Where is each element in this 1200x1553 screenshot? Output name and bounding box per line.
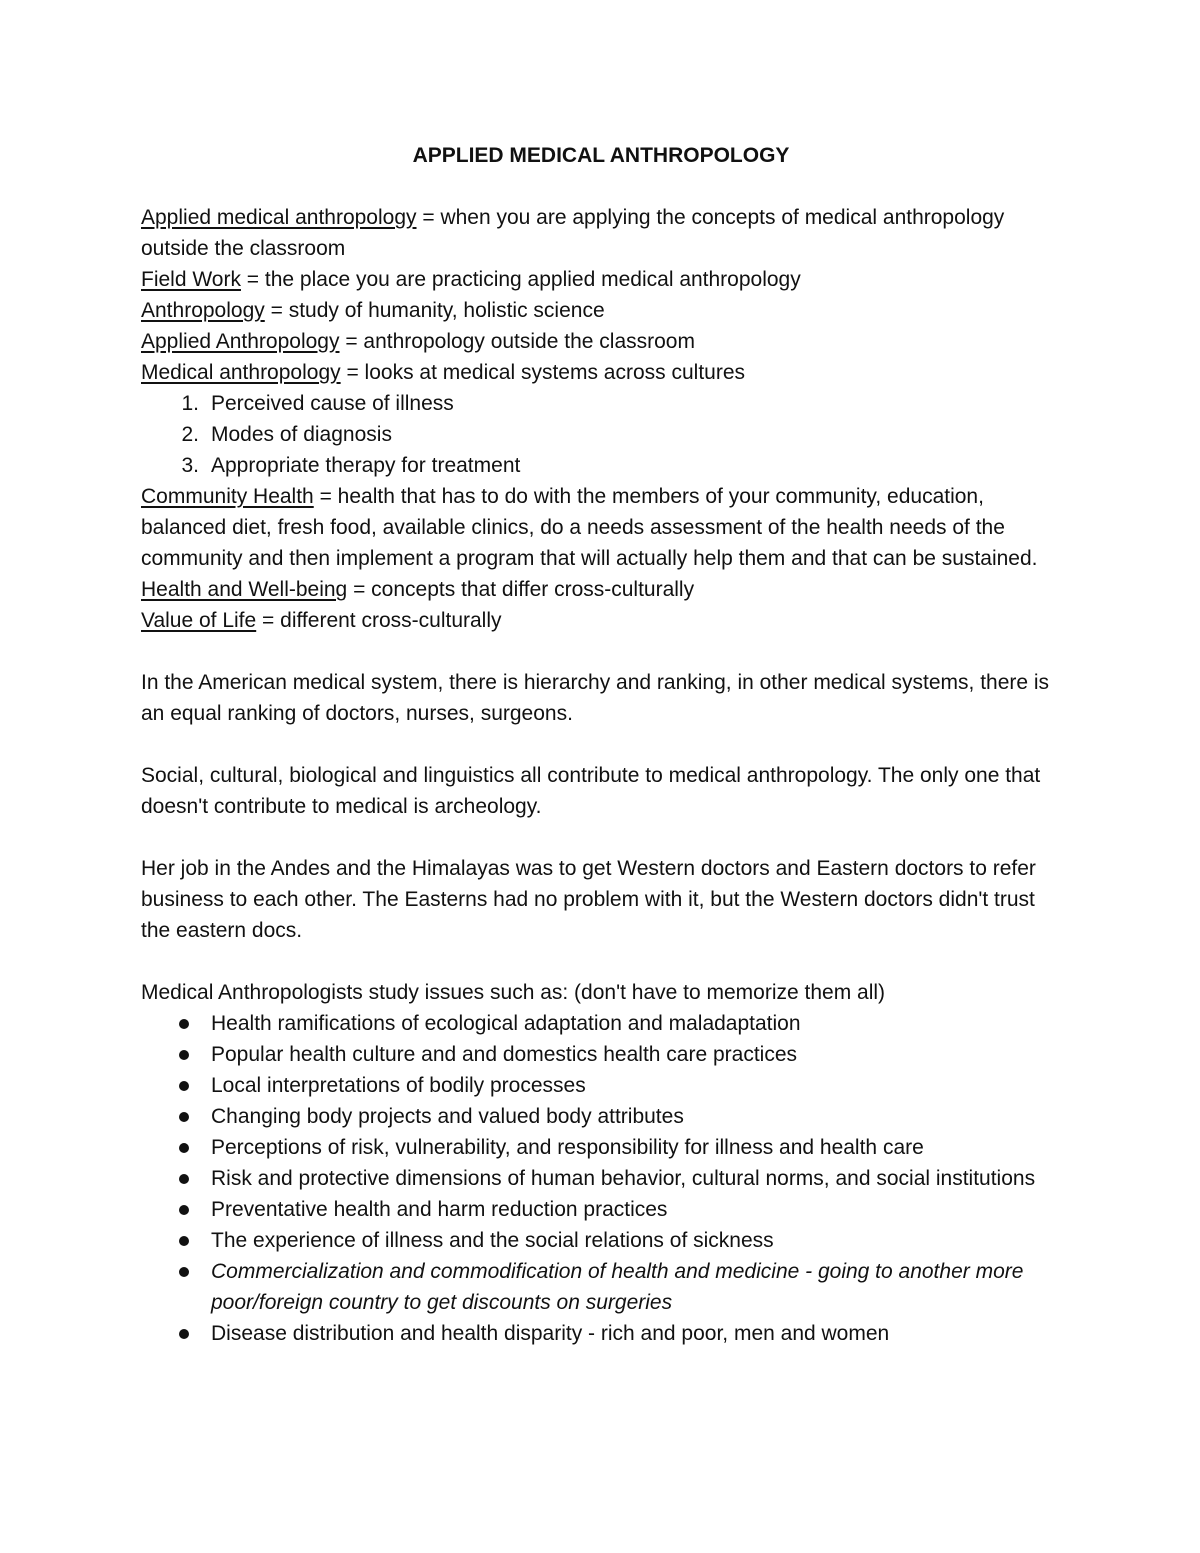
list-item-text: Perceived cause of illness <box>211 392 454 415</box>
list-item-text: Local interpretations of bodily processes <box>211 1074 586 1097</box>
list-item <box>141 1008 1061 1039</box>
paragraph-andes: Her job in the Andes and the Himalayas was to get Western doctors and Eastern doctors to refer business to each other. The Easterns had no problem with it, but the Western doctors didn't trust the eastern docs. <box>141 857 1036 942</box>
list-item-text: Modes of diagnosis <box>211 423 392 446</box>
list-item <box>141 1039 1061 1070</box>
document-title: APPLIED MEDICAL ANTHROPOLOGY <box>412 144 790 167</box>
definition-text: = looks at medical systems across cultures <box>340 361 746 384</box>
list-item <box>141 1070 1061 1101</box>
bullet-icon <box>179 1236 189 1246</box>
definition-value-of-life <box>141 605 1061 636</box>
list-item-text: Commercialization and commodification of health and medicine - going to another more poor/foreign country to get discounts on surgeries <box>211 1260 1024 1314</box>
definition-anthropology <box>141 295 1061 326</box>
paragraph-hierarchy: In the American medical system, there is hierarchy and ranking, in other medical systems, there is an equal ranking of doctors, nurses, surgeons. <box>141 671 1050 725</box>
list-item-text: Disease distribution and health disparity - rich and poor, men and women <box>211 1322 890 1345</box>
list-item-text: Health ramifications of ecological adaptation and maladaptation <box>211 1012 801 1035</box>
list-item-text: Preventative health and harm reduction practices <box>211 1198 668 1221</box>
paragraph-issues-intro: Medical Anthropologists study issues such as: (don't have to memorize them all) <box>141 981 886 1004</box>
medical-systems-list <box>141 388 1061 481</box>
definition-term: Value of Life <box>141 609 257 632</box>
list-item <box>141 388 1061 419</box>
definition-text: = different cross-culturally <box>256 609 502 632</box>
list-item <box>141 1194 1061 1225</box>
bullet-icon <box>179 1174 189 1184</box>
list-item <box>141 1225 1061 1256</box>
definition-term: Health and Well-being <box>141 578 348 601</box>
blank-line <box>141 636 1061 667</box>
issues-list <box>141 1008 1061 1349</box>
list-number: 1. <box>181 392 199 415</box>
definition-text: = health that has to do with the members of your community, education, balanced diet, fresh food, available clinics, do a needs assessment of the health needs of the community and then implement a program that will actually help them and that can be sustained. <box>141 485 1038 570</box>
list-item <box>141 1163 1061 1194</box>
definition-term: Medical anthropology <box>141 361 341 384</box>
definition-term: Community Health <box>141 485 314 508</box>
definition-medical-anthropology <box>141 357 1061 388</box>
definition-field-work <box>141 264 1061 295</box>
definition-term: Field Work <box>141 268 241 291</box>
definition-text: = the place you are practicing applied medical anthropology <box>240 268 801 291</box>
list-item <box>141 1101 1061 1132</box>
definition-term: Applied medical anthropology <box>141 206 417 229</box>
blank-line <box>141 729 1061 760</box>
list-item-text: Popular health culture and and domestics health care practices <box>211 1043 798 1066</box>
bullet-icon <box>179 1329 189 1339</box>
definition-applied-medical-anthropology <box>141 202 1061 264</box>
document-page <box>141 140 1061 1349</box>
list-item-text: Appropriate therapy for treatment <box>211 454 521 477</box>
list-item <box>141 1132 1061 1163</box>
list-number: 3. <box>181 454 199 477</box>
bullet-icon <box>179 1050 189 1060</box>
list-item <box>141 1318 1061 1349</box>
paragraph-contributors: Social, cultural, biological and linguistics all contribute to medical anthropology. The only one that doesn't contribute to medical is archeology. <box>141 764 1041 818</box>
bullet-icon <box>179 1112 189 1122</box>
list-item-text: Perceptions of risk, vulnerability, and responsibility for illness and health care <box>211 1136 924 1159</box>
definition-text: = concepts that differ cross-culturally <box>347 578 695 601</box>
definition-term: Anthropology <box>141 299 265 322</box>
blank-line <box>141 822 1061 853</box>
definition-community-health <box>141 481 1061 574</box>
bullet-icon <box>179 1267 189 1277</box>
definition-text: = study of humanity, holistic science <box>264 299 605 322</box>
bullet-icon <box>179 1019 189 1029</box>
list-item <box>141 1256 1061 1318</box>
blank-line <box>141 946 1061 977</box>
definition-health-and-well-being <box>141 574 1061 605</box>
list-item-text: The experience of illness and the social relations of sickness <box>211 1229 774 1252</box>
definition-applied-anthropology <box>141 326 1061 357</box>
bullet-icon <box>179 1081 189 1091</box>
list-item-text: Changing body projects and valued body attributes <box>211 1105 684 1128</box>
definition-term: Applied Anthropology <box>141 330 340 353</box>
list-item-text: Risk and protective dimensions of human behavior, cultural norms, and social institutions <box>211 1167 1036 1190</box>
list-item <box>141 419 1061 450</box>
bullet-icon <box>179 1143 189 1153</box>
definition-text: = anthropology outside the classroom <box>339 330 695 353</box>
list-number: 2. <box>181 423 199 446</box>
definition-text: = when you are applying the concepts of medical anthropology outside the classroom <box>141 206 1005 260</box>
list-item <box>141 450 1061 481</box>
bullet-icon <box>179 1205 189 1215</box>
